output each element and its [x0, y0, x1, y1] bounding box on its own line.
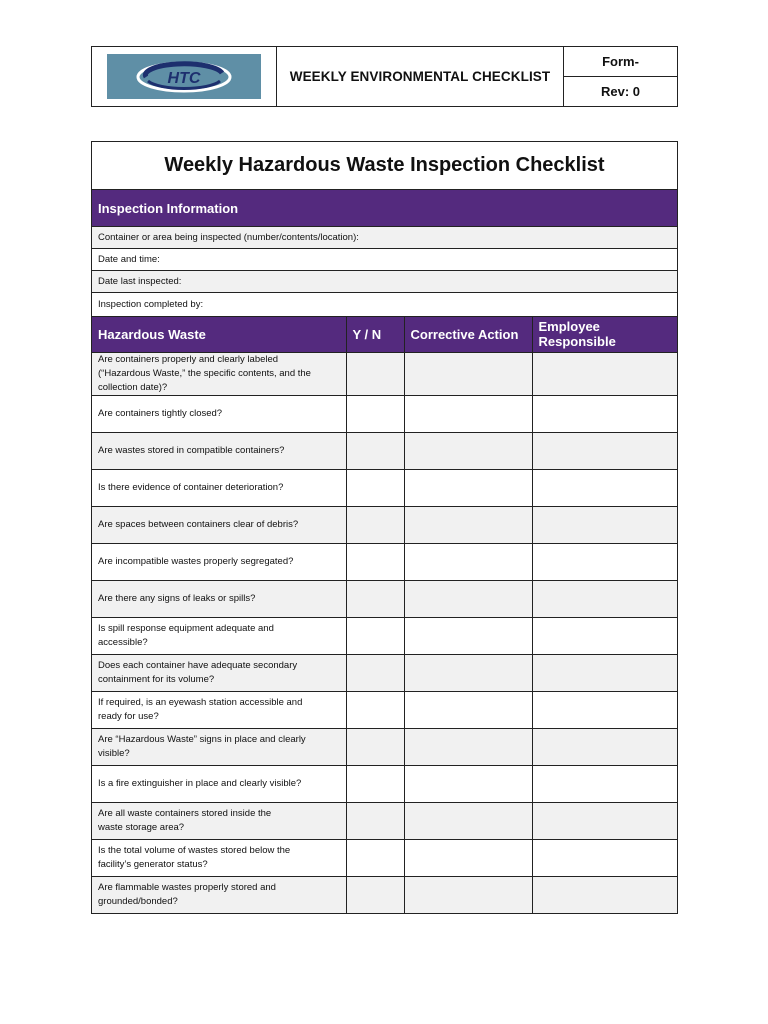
yn-cell[interactable] [346, 691, 404, 728]
employee-responsible-cell[interactable] [532, 691, 677, 728]
question-line: Are wastes stored in compatible containers? [98, 444, 285, 456]
employee-responsible-cell[interactable] [532, 506, 677, 543]
employee-responsible-cell[interactable] [532, 617, 677, 654]
yn-cell[interactable] [346, 654, 404, 691]
corrective-action-cell[interactable] [404, 728, 532, 765]
yn-cell[interactable] [346, 469, 404, 506]
yn-cell[interactable] [346, 765, 404, 802]
table-row [92, 802, 677, 839]
question-line: Is spill response equipment adequate and [98, 622, 274, 634]
table-row [92, 617, 677, 654]
info-field-date-last[interactable]: Date last inspected: [92, 271, 677, 293]
table-row [92, 765, 677, 802]
yn-cell[interactable] [346, 728, 404, 765]
corrective-action-cell[interactable] [404, 617, 532, 654]
question-line: grounded/bonded? [98, 895, 178, 907]
info-field-container[interactable]: Container or area being inspected (number/contents/location): [92, 227, 677, 249]
table-row [92, 469, 677, 506]
question-cell [92, 352, 346, 395]
question-line: Is there evidence of container deterioration? [98, 481, 284, 493]
employee-responsible-cell[interactable] [532, 765, 677, 802]
column-header: Employee Responsible [532, 317, 677, 352]
table-row [92, 580, 677, 617]
checklist-sheet [91, 141, 678, 914]
employee-responsible-cell[interactable] [532, 580, 677, 617]
question-line: containment for its volume? [98, 673, 215, 685]
question-cell [92, 395, 346, 432]
form-header [91, 46, 678, 107]
question-line: Are containers tightly closed? [98, 407, 223, 419]
question-cell [92, 654, 346, 691]
yn-cell[interactable] [346, 580, 404, 617]
question-line: Does each container have adequate secondary [98, 659, 298, 671]
table-row [92, 691, 677, 728]
question-line: If required, is an eyewash station accessible and [98, 696, 303, 708]
table-row [92, 352, 677, 395]
yn-cell[interactable] [346, 432, 404, 469]
corrective-action-cell[interactable] [404, 802, 532, 839]
employee-responsible-cell[interactable] [532, 876, 677, 913]
question-cell [92, 728, 346, 765]
table-row [92, 506, 677, 543]
question-cell [92, 691, 346, 728]
question-line: Is the total volume of wastes stored below the [98, 844, 291, 856]
question-cell [92, 839, 346, 876]
question-line: Is a fire extinguisher in place and clearly visible? [98, 777, 302, 789]
question-cell [92, 765, 346, 802]
employee-responsible-cell[interactable] [532, 352, 677, 395]
revision: Rev: 0 [564, 76, 677, 106]
table-row [92, 839, 677, 876]
form-meta [564, 47, 677, 106]
logo-cell [92, 47, 277, 106]
employee-responsible-cell[interactable] [532, 543, 677, 580]
question-line: ready for use? [98, 710, 159, 722]
corrective-action-cell[interactable] [404, 469, 532, 506]
question-line: waste storage area? [98, 821, 185, 833]
corrective-action-cell[interactable] [404, 691, 532, 728]
question-cell [92, 506, 346, 543]
question-cell [92, 469, 346, 506]
question-line: Are flammable wastes properly stored and [98, 881, 276, 893]
question-cell [92, 580, 346, 617]
logo-text: HTC [167, 69, 201, 87]
checklist-table [92, 317, 677, 913]
employee-responsible-cell[interactable] [532, 839, 677, 876]
question-cell [92, 802, 346, 839]
yn-cell[interactable] [346, 839, 404, 876]
form-number: Form- [602, 54, 639, 69]
column-header: Hazardous Waste [92, 317, 346, 352]
employee-responsible-cell[interactable] [532, 802, 677, 839]
table-row [92, 654, 677, 691]
corrective-action-cell[interactable] [404, 432, 532, 469]
logo-emblem-icon [134, 59, 234, 95]
column-header: Corrective Action [404, 317, 532, 352]
table-row [92, 432, 677, 469]
question-line: accessible? [98, 636, 148, 648]
question-line: Are incompatible wastes properly segregated? [98, 555, 294, 567]
yn-cell[interactable] [346, 352, 404, 395]
inspection-info-heading: Inspection Information [92, 190, 677, 227]
question-line: Are there any signs of leaks or spills? [98, 592, 256, 604]
corrective-action-cell[interactable] [404, 352, 532, 395]
employee-responsible-cell[interactable] [532, 469, 677, 506]
yn-cell[interactable] [346, 543, 404, 580]
info-field-date-time[interactable]: Date and time: [92, 249, 677, 271]
company-logo [107, 54, 261, 99]
question-cell [92, 432, 346, 469]
question-line: Are “Hazardous Waste” signs in place and clearly [98, 733, 306, 745]
employee-responsible-cell[interactable] [532, 728, 677, 765]
yn-cell[interactable] [346, 802, 404, 839]
table-row [92, 395, 677, 432]
checklist-title: Weekly Hazardous Waste Inspection Checklist [92, 142, 677, 190]
corrective-action-cell[interactable] [404, 876, 532, 913]
question-line: facility’s generator status? [98, 858, 208, 870]
table-row [92, 543, 677, 580]
question-line: Are all waste containers stored inside the [98, 807, 272, 819]
question-cell [92, 543, 346, 580]
corrective-action-cell[interactable] [404, 580, 532, 617]
corrective-action-cell[interactable] [404, 654, 532, 691]
table-row [92, 876, 677, 913]
question-cell [92, 876, 346, 913]
column-header: Y / N [346, 317, 404, 352]
employee-responsible-cell[interactable] [532, 395, 677, 432]
table-header-row [92, 317, 677, 352]
employee-responsible-cell[interactable] [532, 432, 677, 469]
corrective-action-cell[interactable] [404, 765, 532, 802]
yn-cell[interactable] [346, 395, 404, 432]
corrective-action-cell[interactable] [404, 506, 532, 543]
corrective-action-cell[interactable] [404, 543, 532, 580]
yn-cell[interactable] [346, 876, 404, 913]
question-line: visible? [98, 747, 130, 759]
question-line: (“Hazardous Waste,” the specific contents, and the [98, 367, 311, 379]
employee-responsible-cell[interactable] [532, 654, 677, 691]
question-cell [92, 617, 346, 654]
question-line: collection date)? [98, 381, 168, 393]
yn-cell[interactable] [346, 506, 404, 543]
yn-cell[interactable] [346, 617, 404, 654]
document-title: WEEKLY ENVIRONMENTAL CHECKLIST [277, 47, 564, 106]
corrective-action-cell[interactable] [404, 395, 532, 432]
corrective-action-cell[interactable] [404, 839, 532, 876]
question-line: Are containers properly and clearly labeled [98, 353, 279, 365]
table-row [92, 728, 677, 765]
info-field-completed-by[interactable]: Inspection completed by: [92, 293, 677, 317]
question-line: Are spaces between containers clear of debris? [98, 518, 299, 530]
